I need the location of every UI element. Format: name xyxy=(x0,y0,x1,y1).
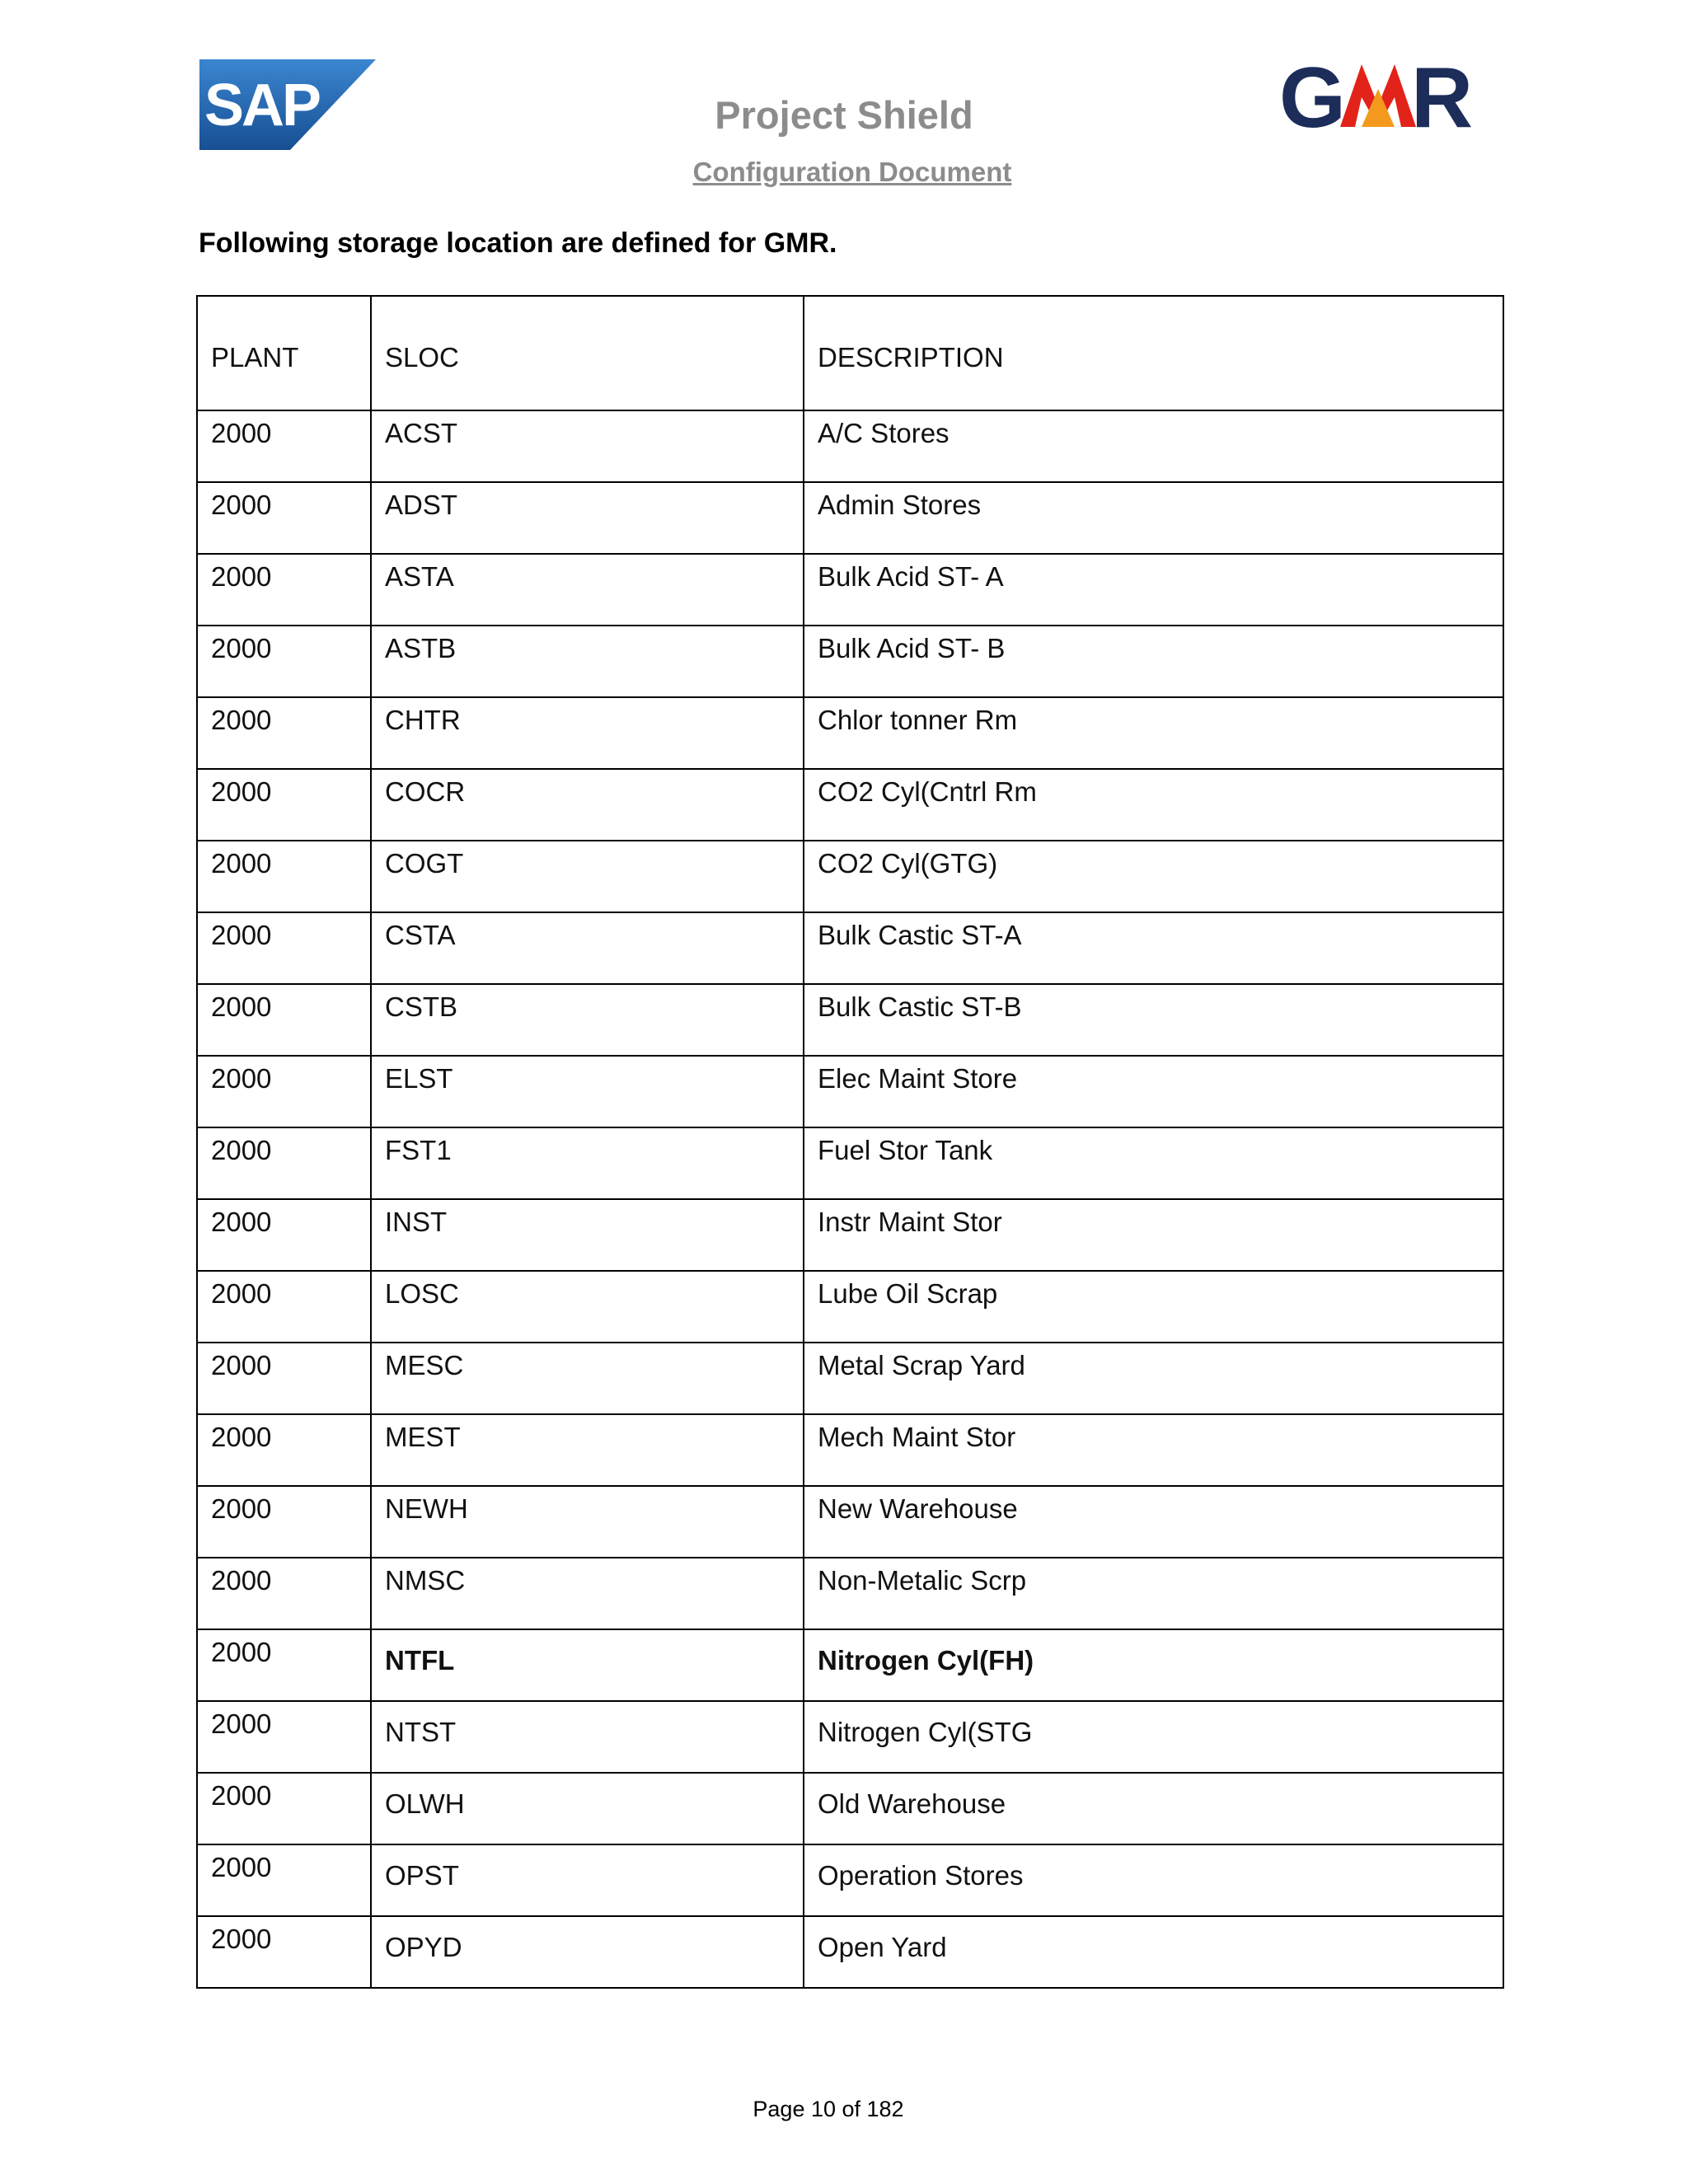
description-cell: Non-Metalic Scrp xyxy=(804,1558,1503,1629)
description-cell: Bulk Castic ST-A xyxy=(804,912,1503,984)
sloc-cell: OPST xyxy=(371,1844,804,1916)
table-row xyxy=(197,912,1503,984)
svg-text:G: G xyxy=(1279,56,1341,135)
plant-cell: 2000 xyxy=(197,1916,371,1988)
description-cell: Metal Scrap Yard xyxy=(804,1343,1503,1414)
table-row xyxy=(197,1486,1503,1558)
table-row xyxy=(197,626,1503,697)
description-cell: Operation Stores xyxy=(804,1844,1503,1916)
table-row xyxy=(197,1773,1503,1844)
plant-cell: 2000 xyxy=(197,1629,371,1701)
plant-cell: 2000 xyxy=(197,1701,371,1773)
sloc-cell: LOSC xyxy=(371,1271,804,1343)
description-cell: Mech Maint Stor xyxy=(804,1414,1503,1486)
plant-cell: 2000 xyxy=(197,1773,371,1844)
svg-text:SAP: SAP xyxy=(204,73,320,138)
description-cell: Bulk Castic ST-B xyxy=(804,984,1503,1056)
column-header-sloc: SLOC xyxy=(371,296,804,410)
plant-cell: 2000 xyxy=(197,1844,371,1916)
sloc-cell: COGT xyxy=(371,841,804,912)
plant-cell: 2000 xyxy=(197,1414,371,1486)
plant-cell: 2000 xyxy=(197,769,371,841)
svg-text:R: R xyxy=(1411,56,1474,135)
table-row xyxy=(197,769,1503,841)
description-cell: Bulk Acid ST- B xyxy=(804,626,1503,697)
sloc-cell: NTFL xyxy=(371,1629,804,1701)
plant-cell: 2000 xyxy=(197,984,371,1056)
sloc-cell: NTST xyxy=(371,1701,804,1773)
sloc-cell: ACST xyxy=(371,410,804,482)
description-cell: Nitrogen Cyl(STG xyxy=(804,1701,1503,1773)
plant-cell: 2000 xyxy=(197,410,371,482)
plant-cell: 2000 xyxy=(197,1199,371,1271)
table-row xyxy=(197,482,1503,554)
plant-cell: 2000 xyxy=(197,626,371,697)
description-cell: Lube Oil Scrap xyxy=(804,1271,1503,1343)
table-row xyxy=(197,697,1503,769)
table-row xyxy=(197,1844,1503,1916)
plant-cell: 2000 xyxy=(197,912,371,984)
sloc-cell: NEWH xyxy=(371,1486,804,1558)
document-title: Project Shield xyxy=(715,93,973,137)
sloc-cell: INST xyxy=(371,1199,804,1271)
sloc-cell: CHTR xyxy=(371,697,804,769)
sloc-cell: MESC xyxy=(371,1343,804,1414)
sloc-cell: ADST xyxy=(371,482,804,554)
description-cell: Fuel Stor Tank xyxy=(804,1127,1503,1199)
plant-cell: 2000 xyxy=(197,1486,371,1558)
table-row xyxy=(197,841,1503,912)
description-cell: Nitrogen Cyl(FH) xyxy=(804,1629,1503,1701)
column-header-description: DESCRIPTION xyxy=(804,296,1503,410)
table-row xyxy=(197,1343,1503,1414)
description-cell: CO2 Cyl(Cntrl Rm xyxy=(804,769,1503,841)
sloc-cell: COCR xyxy=(371,769,804,841)
document-subtitle: Configuration Document xyxy=(692,157,1012,187)
table-row xyxy=(197,1056,1503,1127)
sloc-cell: OPYD xyxy=(371,1916,804,1988)
intro-text: Following storage location are defined for GMR. xyxy=(199,227,837,259)
sloc-cell: OLWH xyxy=(371,1773,804,1844)
description-cell: Chlor tonner Rm xyxy=(804,697,1503,769)
table-row xyxy=(197,410,1503,482)
sloc-cell: ASTA xyxy=(371,554,804,626)
table-row xyxy=(197,1701,1503,1773)
table-row xyxy=(197,554,1503,626)
storage-location-table xyxy=(196,295,1504,1989)
sloc-cell: CSTB xyxy=(371,984,804,1056)
plant-cell: 2000 xyxy=(197,841,371,912)
description-cell: New Warehouse xyxy=(804,1486,1503,1558)
table-row xyxy=(197,984,1503,1056)
table-row xyxy=(197,1629,1503,1701)
description-cell: Bulk Acid ST- A xyxy=(804,554,1503,626)
sloc-cell: ELST xyxy=(371,1056,804,1127)
plant-cell: 2000 xyxy=(197,554,371,626)
sloc-cell: NMSC xyxy=(371,1558,804,1629)
description-cell: Old Warehouse xyxy=(804,1773,1503,1844)
table-row xyxy=(197,1271,1503,1343)
table-row xyxy=(197,1199,1503,1271)
table-row xyxy=(197,1414,1503,1486)
table-row xyxy=(197,1916,1503,1988)
plant-cell: 2000 xyxy=(197,1558,371,1629)
description-cell: Instr Maint Stor xyxy=(804,1199,1503,1271)
table-row xyxy=(197,1558,1503,1629)
plant-cell: 2000 xyxy=(197,1127,371,1199)
sloc-cell: ASTB xyxy=(371,626,804,697)
page-number: Page 10 of 182 xyxy=(753,2097,904,2121)
description-cell: Elec Maint Store xyxy=(804,1056,1503,1127)
description-cell: CO2 Cyl(GTG) xyxy=(804,841,1503,912)
plant-cell: 2000 xyxy=(197,1271,371,1343)
plant-cell: 2000 xyxy=(197,697,371,769)
sloc-cell: CSTA xyxy=(371,912,804,984)
description-cell: Admin Stores xyxy=(804,482,1503,554)
table-row xyxy=(197,1127,1503,1199)
sloc-cell: FST1 xyxy=(371,1127,804,1199)
description-cell: A/C Stores xyxy=(804,410,1503,482)
sloc-cell: MEST xyxy=(371,1414,804,1486)
table-header-row xyxy=(197,296,1503,410)
plant-cell: 2000 xyxy=(197,482,371,554)
plant-cell: 2000 xyxy=(197,1056,371,1127)
description-cell: Open Yard xyxy=(804,1916,1503,1988)
plant-cell: 2000 xyxy=(197,1343,371,1414)
column-header-plant: PLANT xyxy=(197,296,371,410)
